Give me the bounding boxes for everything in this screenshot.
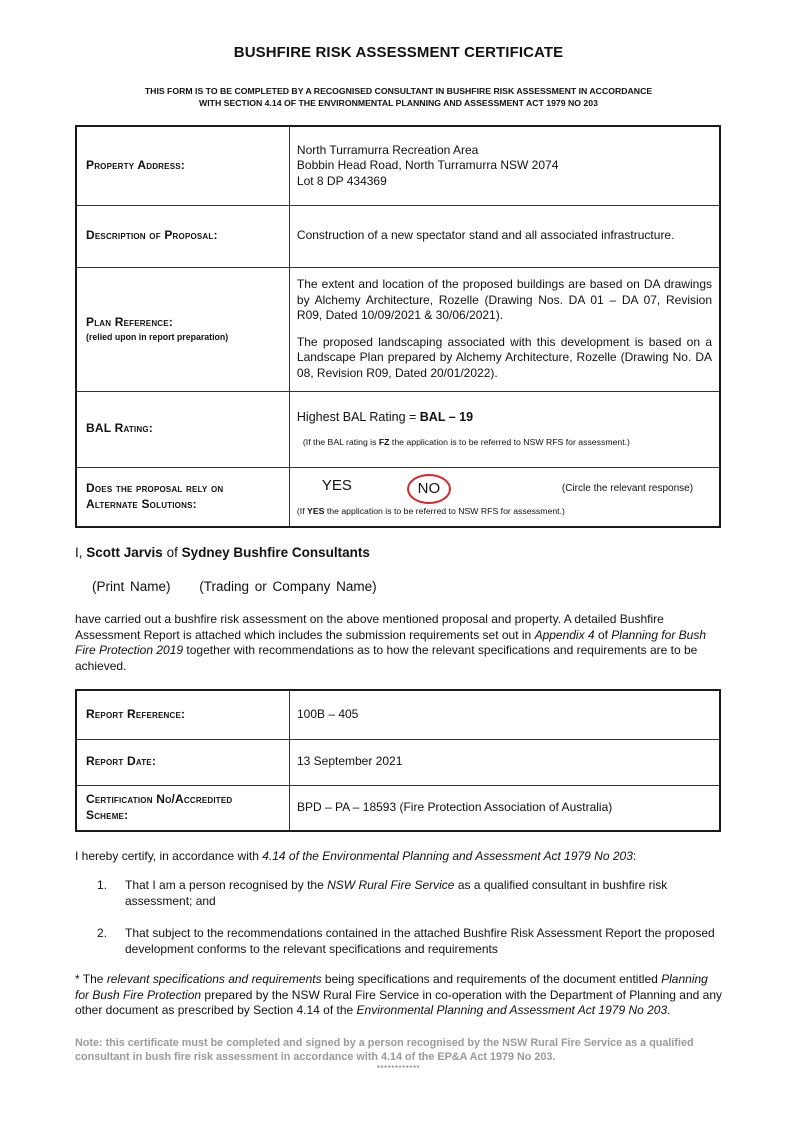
alternate-label-line-2: Alternate Solutions: (86, 496, 197, 511)
row-plan-reference (76, 267, 720, 391)
footnote-text-3: . (667, 1003, 671, 1017)
print-name-caption: (Print Name) (92, 579, 171, 594)
label-alternate-solutions (76, 467, 289, 527)
item-2-text: That subject to the recommendations contained in the attached Bushfire Risk Assessment Report the proposed development conforms to the relevant specifications and requirements (125, 926, 715, 956)
label-report-date: Report Date: (76, 739, 289, 785)
value-alternate-solutions (289, 467, 720, 527)
form-instructions (60, 85, 737, 109)
address-line-3: Lot 8 DP 434369 (296, 173, 387, 188)
declaration-text-3: together with recommendations as to how the relevant specifications and requirements are to be achieved. (75, 643, 698, 673)
value-bal-rating (289, 391, 720, 467)
consultant-name: Scott Jarvis (86, 545, 163, 560)
item-1-rfs: NSW Rural Fire Service (327, 878, 455, 892)
footnote-italic-3: Environmental Planning and Assessment Act 1979 No 203 (356, 1003, 668, 1017)
row-report-reference (76, 690, 720, 739)
circle-response-hint: (Circle the relevant response) (561, 482, 694, 494)
plan-reference-buildings: The extent and location of the proposed buildings are based on DA drawings by Alchemy Architecture, Rozelle (Drawing Nos. DA 01 – DA 07, Revision R09, Dated 10/09/2021 & 30/06/2021). (296, 277, 712, 322)
certify-intro-act: 4.14 of the Environmental Planning and Assessment Act 1979 No 203 (262, 849, 633, 863)
declaration-text-1: have carried out a bushfire risk assessment on the above mentioned proposal and property. A detailed Bushfire Assessment Report is attached which includes the submission requirements set out in (75, 612, 664, 642)
value-description-of-proposal: Construction of a new spectator stand and all associated infrastructure. (289, 205, 720, 267)
end-marker: ************ (376, 1064, 421, 1073)
row-bal-rating (76, 391, 720, 467)
bal-note-fz: FZ (378, 436, 390, 447)
label-plan-reference (76, 267, 289, 391)
footnote-text-2: prepared by the NSW Rural Fire Service in co-operation with the Department of Planning and any other document as prescribed by Section 4.14 of the (75, 987, 722, 1017)
certify-item-2 (97, 926, 737, 957)
certify-intro (75, 849, 725, 865)
plan-reference-label: Plan Reference: (86, 315, 174, 330)
alternate-yes-note (297, 504, 712, 520)
footnote-text-1: being specifications and requirements of the document entitled (321, 972, 662, 986)
declaration-body (75, 612, 725, 674)
item-2-number: 2. (97, 926, 108, 940)
value-report-date: 13 September 2021 (289, 739, 720, 785)
declaration-text-2: of (594, 627, 612, 642)
bal-fz-note (303, 435, 712, 451)
trading-name-caption: (Trading or Company Name) (199, 579, 377, 594)
bal-note-suffix: the application is to be referred to NSW RFS for assessment.) (389, 436, 630, 447)
instructions-line-1: THIS FORM IS TO BE COMPLETED BY A RECOGNISED CONSULTANT IN BUSHFIRE RISK ASSESSMENT IN ACCORDANCE (144, 86, 653, 96)
report-details-table (75, 689, 721, 832)
item-1-text-a: That I am a person recognised by the (125, 878, 328, 892)
declaration-appendix: Appendix 4 (534, 627, 595, 642)
item-1-text-b: as a qualified consultant in bushfire risk assessment; and (125, 878, 668, 908)
plan-reference-sublabel: (relied upon in report preparation) (86, 331, 229, 342)
certificate-note: Note: this certificate must be completed and signed by a person recognised by the NSW Rural Fire Service as a qualified consultant in bush fire risk assessment in accordance with 4.14 of the EP&A Act 1979 No 203. (75, 1037, 694, 1063)
plan-reference-landscaping: The proposed landscaping associated with this development is based on a Landscape Plan prepared by Alchemy Architecture, Rozelle (Drawing No. DA 08, Revision R09, Dated 20/01/2022). (296, 334, 712, 380)
declaration-name-line (75, 545, 370, 560)
bal-rating-value: BAL – 19 (419, 410, 474, 424)
row-description-of-proposal (76, 205, 720, 267)
address-line-2: Bobbin Head Road, North Turramurra NSW 2074 (296, 158, 559, 172)
value-plan-reference (289, 267, 720, 391)
footnote-definition (75, 972, 725, 1019)
property-details-table (75, 125, 721, 528)
value-report-reference: 100B – 405 (289, 690, 720, 739)
row-alternate-solutions (76, 467, 720, 527)
certify-intro-suffix: : (632, 849, 637, 863)
option-no: NO (417, 479, 441, 497)
page-title: BUSHFIRE RISK ASSESSMENT CERTIFICATE (233, 44, 564, 61)
alt-note-suffix: the application is to be referred to NSW RFS for assessment.) (324, 505, 565, 516)
name-captions (92, 579, 377, 594)
row-property-address (76, 126, 720, 205)
declaration-of: of (162, 545, 182, 560)
bal-note-prefix: (If the BAL rating is (302, 436, 379, 447)
declaration-prefix: I, (75, 545, 87, 560)
row-certification (76, 785, 720, 831)
option-yes: YES (321, 476, 352, 494)
certify-intro-prefix: I hereby certify, in accordance with (75, 849, 263, 863)
yes-no-choice (297, 474, 712, 502)
address-line-1: North Turramurra Recreation Area (296, 142, 479, 157)
certify-item-1 (97, 878, 737, 909)
alt-note-prefix: (If (296, 505, 308, 516)
footnote-italic-2: Planning for Bush Fire Protection (75, 972, 708, 1002)
option-no-circled (407, 474, 451, 504)
instructions-line-2: WITH SECTION 4.14 OF THE ENVIRONMENTAL PLANNING AND ASSESSMENT ACT 1979 NO 203 (199, 98, 598, 108)
label-property-address: Property Address: (76, 126, 289, 205)
alternate-label-line-1: Does the proposal rely on (86, 481, 224, 496)
item-1-number: 1. (97, 878, 108, 892)
value-property-address (289, 126, 720, 205)
company-name: Sydney Bushfire Consultants (181, 545, 370, 560)
row-report-date (76, 739, 720, 785)
value-certification: BPD – PA – 18593 (Fire Protection Association of Australia) (289, 785, 720, 831)
footnote-italic-1: relevant specifications and requirements (106, 972, 322, 986)
label-certification (76, 785, 289, 831)
label-bal-rating: BAL Rating: (76, 391, 289, 467)
item-1-text (125, 878, 737, 909)
cert-label-line-2: Scheme: (86, 807, 129, 822)
label-description-of-proposal: Description of Proposal: (76, 205, 289, 267)
cert-label-line-1: Certification No/Accredited (86, 792, 233, 807)
alt-note-yes: YES (307, 505, 325, 516)
label-report-reference: Report Reference: (76, 690, 289, 739)
footnote-star: * The (75, 972, 107, 986)
declaration-pbp: Planning for Bush Fire Protection 2019 (75, 627, 707, 657)
bal-rating-prefix: Highest BAL Rating = (296, 410, 420, 424)
